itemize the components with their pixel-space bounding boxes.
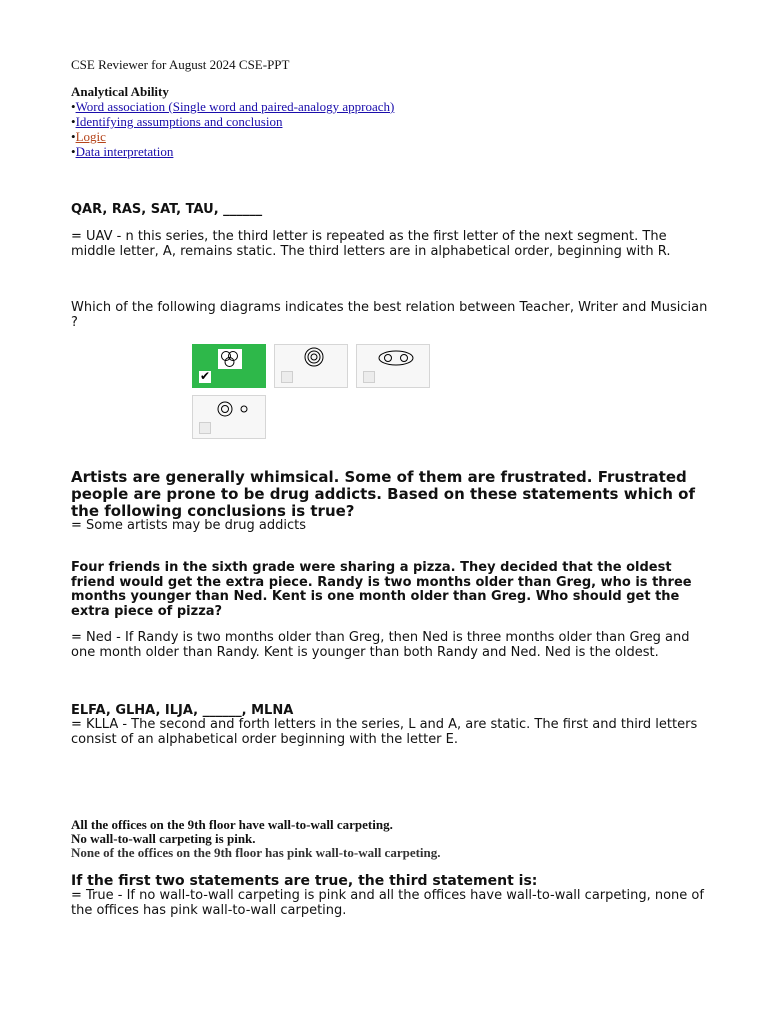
q6-statement-1: All the offices on the 9th floor have wall-to-wall carpeting. [71, 817, 393, 832]
q6-question: If the first two statements are true, the third statement is: [71, 873, 538, 889]
bullet: • [71, 114, 76, 129]
topic-link-word-association[interactable]: Word association (Single word and paired-analogy approach) [75, 99, 395, 114]
q4-question: Four friends in the sixth grade were sharing a pizza. They decided that the oldest friend would get the extra piece. Randy is two months older than Greg, who is three months younger than Ned. Kent is one month older than Greg. Who should get the extra piece of pizza? [71, 560, 692, 619]
document-title: CSE Reviewer for August 2024 CSE-PPT [71, 57, 290, 72]
topic-item [71, 144, 394, 159]
diagram-option-4[interactable] [192, 395, 266, 439]
q1-answer: = UAV - n this series, the third letter is repeated as the first letter of the next segment. The middle letter, A, remains static. The third letters are in alphabetical order, beginning with R. [71, 229, 671, 259]
diagram-option-1[interactable] [192, 344, 266, 388]
section-heading: Analytical Ability [71, 84, 169, 99]
option-checkbox[interactable] [199, 422, 211, 434]
q4-answer: = Ned - If Randy is two months older than Greg, then Ned is three months older than Greg and one month older than Randy. Kent is younger than both Randy and Ned. Ned is the oldest. [71, 630, 690, 660]
topic-item [71, 114, 394, 129]
q3-question: Artists are generally whimsical. Some of them are frustrated. Frustrated people are prone to be drug addicts. Based on these statements which of the following conclusions is true? [71, 468, 696, 520]
diagram-option-2[interactable] [274, 344, 348, 388]
option-checkbox[interactable] [363, 371, 375, 383]
topic-link-data-interpretation[interactable]: Data interpretation [75, 144, 174, 159]
topic-item [71, 99, 394, 114]
q1-question: QAR, RAS, SAT, TAU, ______ [71, 202, 263, 217]
topic-item [71, 129, 394, 144]
bullet: • [71, 99, 76, 114]
q2-question: Which of the following diagrams indicates the best relation between Teacher, Writer and Musician ? [71, 300, 708, 330]
diagram-option-3[interactable] [356, 344, 430, 388]
option-checkbox[interactable] [281, 371, 293, 383]
topic-list [71, 99, 394, 159]
q6-answer: = True - If no wall-to-wall carpeting is pink and all the offices have wall-to-wall carpeting, none of the offices has pink wall-to-wall carpeting. [71, 888, 704, 918]
topic-link-logic[interactable]: Logic [75, 129, 106, 144]
bullet: • [71, 144, 76, 159]
q5-question: ELFA, GLHA, ILJA, ______, MLNA [71, 703, 294, 718]
option-checkbox-checked[interactable] [199, 371, 211, 383]
bullet: • [71, 129, 76, 144]
q6-statement-2: No wall-to-wall carpeting is pink. [71, 831, 256, 846]
q6-statement-3: None of the offices on the 9th floor has pink wall-to-wall carpeting. [71, 845, 441, 860]
q3-answer: = Some artists may be drug addicts [71, 518, 306, 533]
topic-link-assumptions[interactable]: Identifying assumptions and conclusion [75, 114, 283, 129]
q5-answer: = KLLA - The second and forth letters in the series, L and A, are static. The first and third letters consist of an alphabetical order beginning with the letter E. [71, 717, 698, 747]
